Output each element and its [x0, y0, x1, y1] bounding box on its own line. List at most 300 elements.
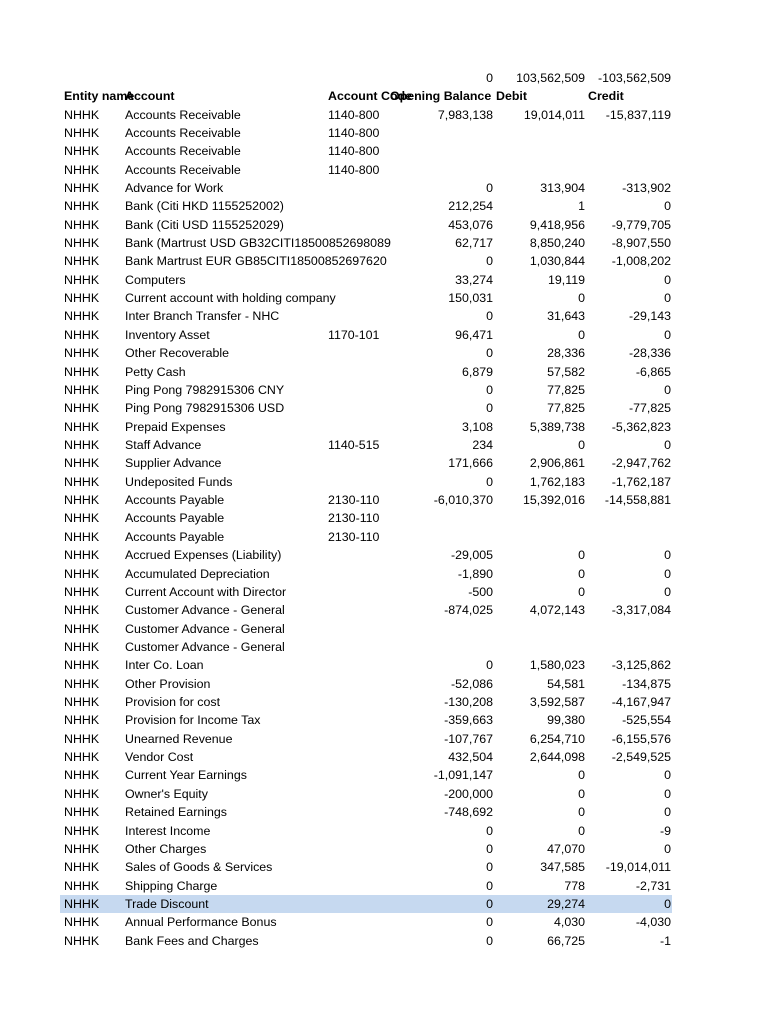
code-cell[interactable] [328, 877, 387, 895]
account-cell[interactable]: Owner's Equity [125, 786, 208, 801]
code-cell[interactable] [328, 638, 387, 656]
credit-cell[interactable]: -1 [659, 933, 671, 948]
code-cell[interactable]: 1170-101 [328, 327, 380, 342]
code-cell[interactable]: 1140-800 [328, 107, 380, 122]
entity-cell[interactable]: NHHK [64, 731, 100, 746]
opening-cell[interactable]: -107,767 [444, 731, 493, 746]
code-cell[interactable] [328, 399, 387, 417]
entity-cell[interactable]: NHHK [64, 823, 100, 838]
opening-cell[interactable] [387, 142, 493, 160]
code-cell[interactable] [328, 271, 387, 289]
entity-cell[interactable]: NHHK [64, 364, 100, 379]
opening-cell[interactable]: 0 [486, 860, 493, 875]
code-cell[interactable] [328, 730, 387, 748]
table-row [0, 877, 768, 895]
credit-cell[interactable] [585, 638, 671, 656]
entity-cell[interactable]: NHHK [64, 841, 100, 856]
credit-cell[interactable]: -313,902 [622, 180, 671, 195]
code-cell[interactable] [328, 803, 387, 821]
credit-cell[interactable]: 0 [664, 548, 671, 563]
opening-cell[interactable]: -6,010,370 [433, 493, 493, 508]
credit-cell[interactable]: -28,336 [628, 346, 671, 361]
credit-cell[interactable]: -5,362,823 [611, 419, 671, 434]
credit-cell[interactable]: -525,554 [622, 713, 671, 728]
debit-cell[interactable] [493, 509, 585, 527]
code-cell[interactable]: 2130-110 [328, 493, 380, 508]
code-cell[interactable]: 2130-110 [328, 529, 380, 544]
credit-cell[interactable]: 0 [664, 327, 671, 342]
code-cell[interactable] [328, 363, 387, 381]
opening-cell[interactable]: -130,208 [444, 695, 493, 710]
debit-cell[interactable]: 99,380 [547, 713, 585, 728]
debit-cell[interactable]: 5,389,738 [529, 419, 585, 434]
opening-cell[interactable]: 0 [486, 474, 493, 489]
opening-cell[interactable] [387, 161, 493, 179]
code-cell[interactable] [328, 473, 387, 491]
account-cell[interactable]: Current Account with Director [125, 584, 287, 599]
entity-cell[interactable]: NHHK [64, 236, 100, 251]
account-cell[interactable]: Accumulated Depreciation [125, 566, 270, 581]
code-cell[interactable] [328, 766, 387, 784]
account-cell[interactable]: Shipping Charge [125, 878, 218, 893]
opening-cell[interactable] [387, 620, 493, 638]
debit-cell[interactable]: 8,850,240 [529, 236, 585, 251]
code-cell[interactable] [328, 307, 387, 325]
opening-cell[interactable]: -1,890 [457, 566, 493, 581]
entity-cell[interactable]: NHHK [64, 658, 100, 673]
code-cell[interactable] [328, 234, 387, 252]
account-cell[interactable]: Accounts Receivable [125, 162, 241, 177]
code-cell[interactable] [328, 748, 387, 766]
debit-cell[interactable]: 28,336 [547, 346, 585, 361]
entity-cell[interactable]: NHHK [64, 144, 100, 159]
account-cell[interactable]: Sales of Goods & Services [125, 860, 273, 875]
credit-cell[interactable]: 0 [664, 382, 671, 397]
opening-cell[interactable]: 432,504 [448, 750, 493, 765]
debit-cell[interactable] [493, 142, 585, 160]
account-cell[interactable]: Computers [125, 272, 186, 287]
entity-cell[interactable]: NHHK [64, 419, 100, 434]
debit-cell[interactable]: 0 [578, 805, 585, 820]
account-cell[interactable]: Other Provision [125, 676, 211, 691]
account-cell[interactable]: Bank Fees and Charges [125, 933, 259, 948]
account-cell[interactable]: Petty Cash [125, 364, 186, 379]
debit-cell[interactable]: 29,274 [547, 896, 585, 911]
debit-cell[interactable]: 54,581 [547, 676, 585, 691]
debit-cell[interactable] [493, 638, 585, 656]
credit-cell[interactable]: -3,125,862 [611, 658, 671, 673]
header-entity[interactable]: Entity name [64, 89, 135, 103]
credit-cell[interactable]: -2,947,762 [611, 456, 671, 471]
opening-cell[interactable]: 212,254 [448, 199, 493, 214]
account-cell[interactable]: Vendor Cost [125, 750, 194, 765]
account-cell[interactable]: Other Recoverable [125, 346, 229, 361]
entity-cell[interactable]: NHHK [64, 162, 100, 177]
table-row [0, 142, 768, 160]
credit-cell[interactable] [585, 528, 671, 546]
code-cell[interactable] [328, 675, 387, 693]
credit-cell[interactable]: 0 [664, 566, 671, 581]
credit-cell[interactable]: -4,030 [635, 915, 671, 930]
opening-cell[interactable]: 0 [486, 382, 493, 397]
entity-cell[interactable]: NHHK [64, 437, 100, 452]
table-row [0, 546, 768, 564]
credit-cell[interactable]: 0 [664, 437, 671, 452]
credit-cell[interactable]: -19,014,011 [605, 860, 671, 875]
credit-cell[interactable]: -2,549,525 [611, 750, 671, 765]
opening-cell[interactable]: 0 [486, 933, 493, 948]
credit-cell[interactable]: -8,907,550 [611, 236, 671, 251]
debit-cell[interactable]: 0 [578, 786, 585, 801]
opening-cell[interactable]: -748,692 [444, 805, 493, 820]
debit-cell[interactable]: 77,825 [547, 382, 585, 397]
debit-cell[interactable]: 66,725 [547, 933, 585, 948]
entity-cell[interactable]: NHHK [64, 125, 100, 140]
code-cell[interactable] [328, 932, 387, 950]
credit-cell[interactable] [585, 509, 671, 527]
account-cell[interactable]: Bank (Martrust USD GB32CITI18500852698089 [125, 236, 391, 251]
code-cell[interactable] [328, 344, 387, 362]
debit-cell[interactable] [493, 124, 585, 142]
debit-cell[interactable]: 6,254,710 [529, 731, 585, 746]
entity-cell[interactable]: NHHK [64, 346, 100, 361]
header-account[interactable]: Account [125, 89, 175, 103]
opening-cell[interactable]: -500 [468, 584, 493, 599]
code-cell[interactable] [328, 840, 387, 858]
table-row [0, 858, 768, 876]
code-cell[interactable] [328, 711, 387, 729]
credit-cell[interactable] [585, 620, 671, 638]
account-cell[interactable]: Other Charges [125, 841, 207, 856]
credit-cell[interactable]: 0 [664, 768, 671, 783]
account-cell[interactable]: Bank Martrust EUR GB85CITI18500852697620 [125, 254, 387, 269]
table-row [0, 234, 768, 252]
credit-cell[interactable]: -29,143 [628, 309, 671, 324]
account-cell[interactable]: Inter Co. Loan [125, 658, 204, 673]
debit-cell[interactable]: 347,585 [540, 860, 585, 875]
credit-cell[interactable]: -1,762,187 [611, 474, 671, 489]
code-cell[interactable] [328, 289, 387, 307]
debit-cell[interactable]: 57,582 [547, 364, 585, 379]
account-cell[interactable]: Prepaid Expenses [125, 419, 226, 434]
opening-cell[interactable]: 0 [486, 401, 493, 416]
account-cell[interactable]: Customer Advance - General [125, 639, 285, 654]
entity-cell[interactable]: NHHK [64, 327, 100, 342]
account-cell[interactable]: Accounts Receivable [125, 125, 241, 140]
debit-cell[interactable]: 1,580,023 [529, 658, 585, 673]
credit-cell[interactable]: -77,825 [628, 401, 671, 416]
entity-cell[interactable]: NHHK [64, 180, 100, 195]
code-cell[interactable] [328, 197, 387, 215]
opening-cell[interactable]: -200,000 [444, 786, 493, 801]
credit-cell[interactable]: 0 [664, 841, 671, 856]
credit-cell[interactable]: 0 [664, 584, 671, 599]
account-cell[interactable]: Customer Advance - General [125, 603, 285, 618]
opening-cell[interactable]: 0 [486, 841, 493, 856]
opening-cell[interactable]: -1,091,147 [433, 768, 493, 783]
debit-cell[interactable]: 0 [578, 566, 585, 581]
credit-cell[interactable]: -14,558,881 [604, 493, 671, 508]
code-cell[interactable] [328, 583, 387, 601]
account-cell[interactable]: Retained Earnings [125, 805, 227, 820]
account-cell[interactable]: Accounts Payable [125, 493, 225, 508]
opening-cell[interactable]: 0 [486, 309, 493, 324]
debit-cell[interactable]: 2,906,861 [529, 456, 585, 471]
entity-cell[interactable]: NHHK [64, 768, 100, 783]
entity-cell[interactable]: NHHK [64, 382, 100, 397]
credit-cell[interactable]: 0 [664, 786, 671, 801]
credit-cell[interactable]: 0 [664, 291, 671, 306]
opening-cell[interactable] [387, 509, 493, 527]
debit-cell[interactable]: 9,418,956 [529, 217, 585, 232]
code-cell[interactable] [328, 252, 387, 270]
opening-cell[interactable] [387, 124, 493, 142]
credit-cell[interactable]: -134,875 [622, 676, 671, 691]
debit-cell[interactable]: 0 [578, 548, 585, 563]
entity-cell[interactable]: NHHK [64, 805, 100, 820]
account-cell[interactable]: Accrued Expenses (Liability) [125, 548, 282, 563]
credit-cell[interactable]: 0 [664, 272, 671, 287]
credit-cell[interactable] [585, 124, 671, 142]
entity-cell[interactable]: NHHK [64, 933, 100, 948]
code-cell[interactable] [328, 785, 387, 803]
debit-cell[interactable]: 778 [564, 878, 585, 893]
code-cell[interactable] [328, 546, 387, 564]
account-cell[interactable]: Ping Pong 7982915306 USD [125, 401, 285, 416]
opening-cell[interactable]: 453,076 [448, 217, 493, 232]
table-row [0, 179, 768, 197]
table-row [0, 620, 768, 638]
entity-cell[interactable]: NHHK [64, 254, 100, 269]
entity-cell[interactable]: NHHK [64, 639, 100, 654]
opening-cell[interactable]: 96,471 [455, 327, 493, 342]
opening-cell[interactable]: 33,274 [455, 272, 493, 287]
account-cell[interactable]: Interest Income [125, 823, 211, 838]
opening-cell[interactable] [387, 638, 493, 656]
entity-cell[interactable]: NHHK [64, 676, 100, 691]
debit-cell[interactable]: 4,072,143 [529, 603, 585, 618]
account-cell[interactable]: Ping Pong 7982915306 CNY [125, 382, 285, 397]
entity-cell[interactable]: NHHK [64, 878, 100, 893]
entity-cell[interactable]: NHHK [64, 860, 100, 875]
entity-cell[interactable]: NHHK [64, 584, 100, 599]
table-row [0, 803, 768, 821]
debit-cell[interactable]: 19,014,011 [523, 107, 585, 122]
credit-cell[interactable]: 0 [664, 896, 671, 911]
account-cell[interactable]: Supplier Advance [125, 456, 222, 471]
entity-cell[interactable]: NHHK [64, 493, 100, 508]
credit-cell[interactable]: -9,779,705 [611, 217, 671, 232]
code-cell[interactable]: 2130-110 [328, 511, 380, 526]
code-cell[interactable] [328, 822, 387, 840]
debit-cell[interactable]: 313,904 [540, 180, 585, 195]
account-cell[interactable]: Bank (Citi USD 1155252029) [125, 217, 284, 232]
debit-cell[interactable]: 3,592,587 [529, 695, 585, 710]
total-credit[interactable]: -103,562,509 [597, 70, 671, 85]
header-credit[interactable]: Credit [588, 89, 624, 103]
account-cell[interactable]: Unearned Revenue [125, 731, 233, 746]
account-cell[interactable]: Accounts Payable [125, 529, 225, 544]
debit-cell[interactable]: 31,643 [547, 309, 585, 324]
code-cell[interactable] [328, 216, 387, 234]
code-cell[interactable] [328, 418, 387, 436]
account-cell[interactable]: Accounts Receivable [125, 144, 241, 159]
debit-cell[interactable]: 1 [578, 199, 585, 214]
entity-cell[interactable]: NHHK [64, 603, 100, 618]
credit-cell[interactable] [585, 161, 671, 179]
table-row [60, 895, 672, 913]
debit-cell[interactable]: 0 [578, 437, 585, 452]
opening-cell[interactable]: 7,983,138 [437, 107, 493, 122]
debit-cell[interactable] [493, 528, 585, 546]
entity-cell[interactable]: NHHK [64, 621, 100, 636]
entity-cell[interactable]: NHHK [64, 786, 100, 801]
total-opening[interactable]: 0 [486, 70, 493, 85]
debit-cell[interactable]: 0 [578, 327, 585, 342]
opening-cell[interactable]: 0 [486, 878, 493, 893]
account-cell[interactable]: Accounts Receivable [125, 107, 241, 122]
account-cell[interactable]: Staff Advance [125, 437, 202, 452]
debit-cell[interactable]: 0 [578, 291, 585, 306]
total-debit[interactable]: 103,562,509 [516, 70, 585, 85]
account-cell[interactable]: Current account with holding company [125, 291, 336, 306]
entity-cell[interactable]: NHHK [64, 529, 100, 544]
table-row [0, 822, 768, 840]
opening-cell[interactable]: -29,005 [450, 548, 493, 563]
debit-cell[interactable] [493, 161, 585, 179]
debit-cell[interactable]: 47,070 [547, 841, 585, 856]
entity-cell[interactable]: NHHK [64, 511, 100, 526]
header-opening[interactable]: Opening Balance [390, 89, 492, 103]
entity-cell[interactable]: NHHK [64, 217, 100, 232]
code-cell[interactable] [328, 913, 387, 931]
entity-cell[interactable]: NHHK [64, 548, 100, 563]
entity-cell[interactable]: NHHK [64, 456, 100, 471]
entity-cell[interactable]: NHHK [64, 474, 100, 489]
code-cell[interactable] [328, 895, 387, 913]
account-cell[interactable]: Bank (Citi HKD 1155252002) [125, 199, 284, 214]
opening-cell[interactable]: 0 [486, 180, 493, 195]
opening-cell[interactable]: 0 [486, 896, 493, 911]
account-cell[interactable]: Inter Branch Transfer - NHC [125, 309, 280, 324]
code-cell[interactable] [328, 693, 387, 711]
header-debit[interactable]: Debit [496, 89, 527, 103]
table-row [0, 124, 768, 142]
account-cell[interactable]: Customer Advance - General [125, 621, 285, 636]
debit-cell[interactable]: 2,644,098 [529, 750, 585, 765]
credit-cell[interactable]: -2,731 [635, 878, 671, 893]
entity-cell[interactable]: NHHK [64, 401, 100, 416]
entity-cell[interactable]: NHHK [64, 309, 100, 324]
account-cell[interactable]: Accounts Payable [125, 511, 225, 526]
table-row [0, 638, 768, 656]
code-cell[interactable] [328, 381, 387, 399]
entity-cell[interactable]: NHHK [64, 695, 100, 710]
credit-cell[interactable]: -1,008,202 [611, 254, 671, 269]
entity-cell[interactable]: NHHK [64, 199, 100, 214]
debit-cell[interactable]: 0 [578, 823, 585, 838]
account-cell[interactable]: Advance for Work [125, 180, 224, 195]
debit-cell[interactable]: 19,119 [548, 272, 585, 287]
entity-cell[interactable]: NHHK [64, 915, 100, 930]
credit-cell[interactable]: -4,167,947 [611, 695, 671, 710]
account-cell[interactable]: Provision for cost [125, 695, 221, 710]
opening-cell[interactable]: 0 [486, 254, 493, 269]
opening-cell[interactable]: -874,025 [444, 603, 493, 618]
credit-cell[interactable] [585, 142, 671, 160]
credit-cell[interactable]: -3,317,084 [611, 603, 671, 618]
code-cell[interactable] [328, 656, 387, 674]
opening-cell[interactable]: -52,086 [450, 676, 493, 691]
code-cell[interactable]: 1140-800 [328, 162, 380, 177]
entity-cell[interactable]: NHHK [64, 750, 100, 765]
code-cell[interactable]: 1140-515 [328, 437, 380, 452]
debit-cell[interactable] [493, 620, 585, 638]
entity-cell[interactable]: NHHK [64, 713, 100, 728]
table-row [0, 711, 768, 729]
entity-cell[interactable]: NHHK [64, 566, 100, 581]
debit-cell[interactable]: 15,392,016 [522, 493, 585, 508]
debit-cell[interactable]: 0 [578, 584, 585, 599]
debit-cell[interactable]: 1,030,844 [529, 254, 585, 269]
credit-cell[interactable]: 0 [664, 805, 671, 820]
opening-cell[interactable]: 0 [486, 346, 493, 361]
code-cell[interactable] [328, 565, 387, 583]
opening-cell[interactable]: 150,031 [448, 291, 493, 306]
credit-cell[interactable]: -6,865 [635, 364, 671, 379]
opening-cell[interactable]: 0 [486, 915, 493, 930]
code-cell[interactable] [328, 620, 387, 638]
opening-cell[interactable] [387, 528, 493, 546]
entity-cell[interactable]: NHHK [64, 896, 100, 911]
credit-cell[interactable]: -9 [659, 823, 671, 838]
account-cell[interactable]: Inventory Asset [125, 327, 210, 342]
credit-cell[interactable]: -6,155,576 [611, 731, 671, 746]
entity-cell[interactable]: NHHK [64, 107, 100, 122]
account-cell[interactable]: Annual Performance Bonus [125, 915, 277, 930]
opening-cell[interactable]: 171,666 [448, 456, 493, 471]
debit-cell[interactable]: 4,030 [553, 915, 585, 930]
opening-cell[interactable]: 0 [486, 823, 493, 838]
debit-cell[interactable]: 1,762,183 [529, 474, 585, 489]
opening-cell[interactable]: 6,879 [461, 364, 493, 379]
opening-cell[interactable]: 234 [472, 437, 493, 452]
opening-cell[interactable]: -359,663 [444, 713, 493, 728]
entity-cell[interactable]: NHHK [64, 291, 100, 306]
credit-cell[interactable]: 0 [664, 199, 671, 214]
account-cell[interactable]: Provision for Income Tax [125, 713, 261, 728]
code-cell[interactable]: 1140-800 [328, 144, 380, 159]
table-row [0, 381, 768, 399]
opening-cell[interactable]: 3,108 [461, 419, 493, 434]
debit-cell[interactable]: 0 [578, 768, 585, 783]
header-code[interactable]: Account Code [328, 89, 412, 103]
opening-cell[interactable]: 62,717 [455, 236, 493, 251]
credit-cell[interactable]: -15,837,119 [605, 107, 671, 122]
code-cell[interactable] [328, 858, 387, 876]
debit-cell[interactable]: 77,825 [547, 401, 585, 416]
account-cell[interactable]: Undeposited Funds [125, 474, 233, 489]
code-cell[interactable] [328, 601, 387, 619]
account-cell[interactable]: Current Year Earnings [125, 768, 247, 783]
account-cell[interactable]: Trade Discount [125, 896, 209, 911]
code-cell[interactable] [328, 179, 387, 197]
entity-cell[interactable]: NHHK [64, 272, 100, 287]
code-cell[interactable] [328, 454, 387, 472]
table-row [0, 840, 768, 858]
code-cell[interactable]: 1140-800 [328, 125, 380, 140]
opening-cell[interactable]: 0 [486, 658, 493, 673]
